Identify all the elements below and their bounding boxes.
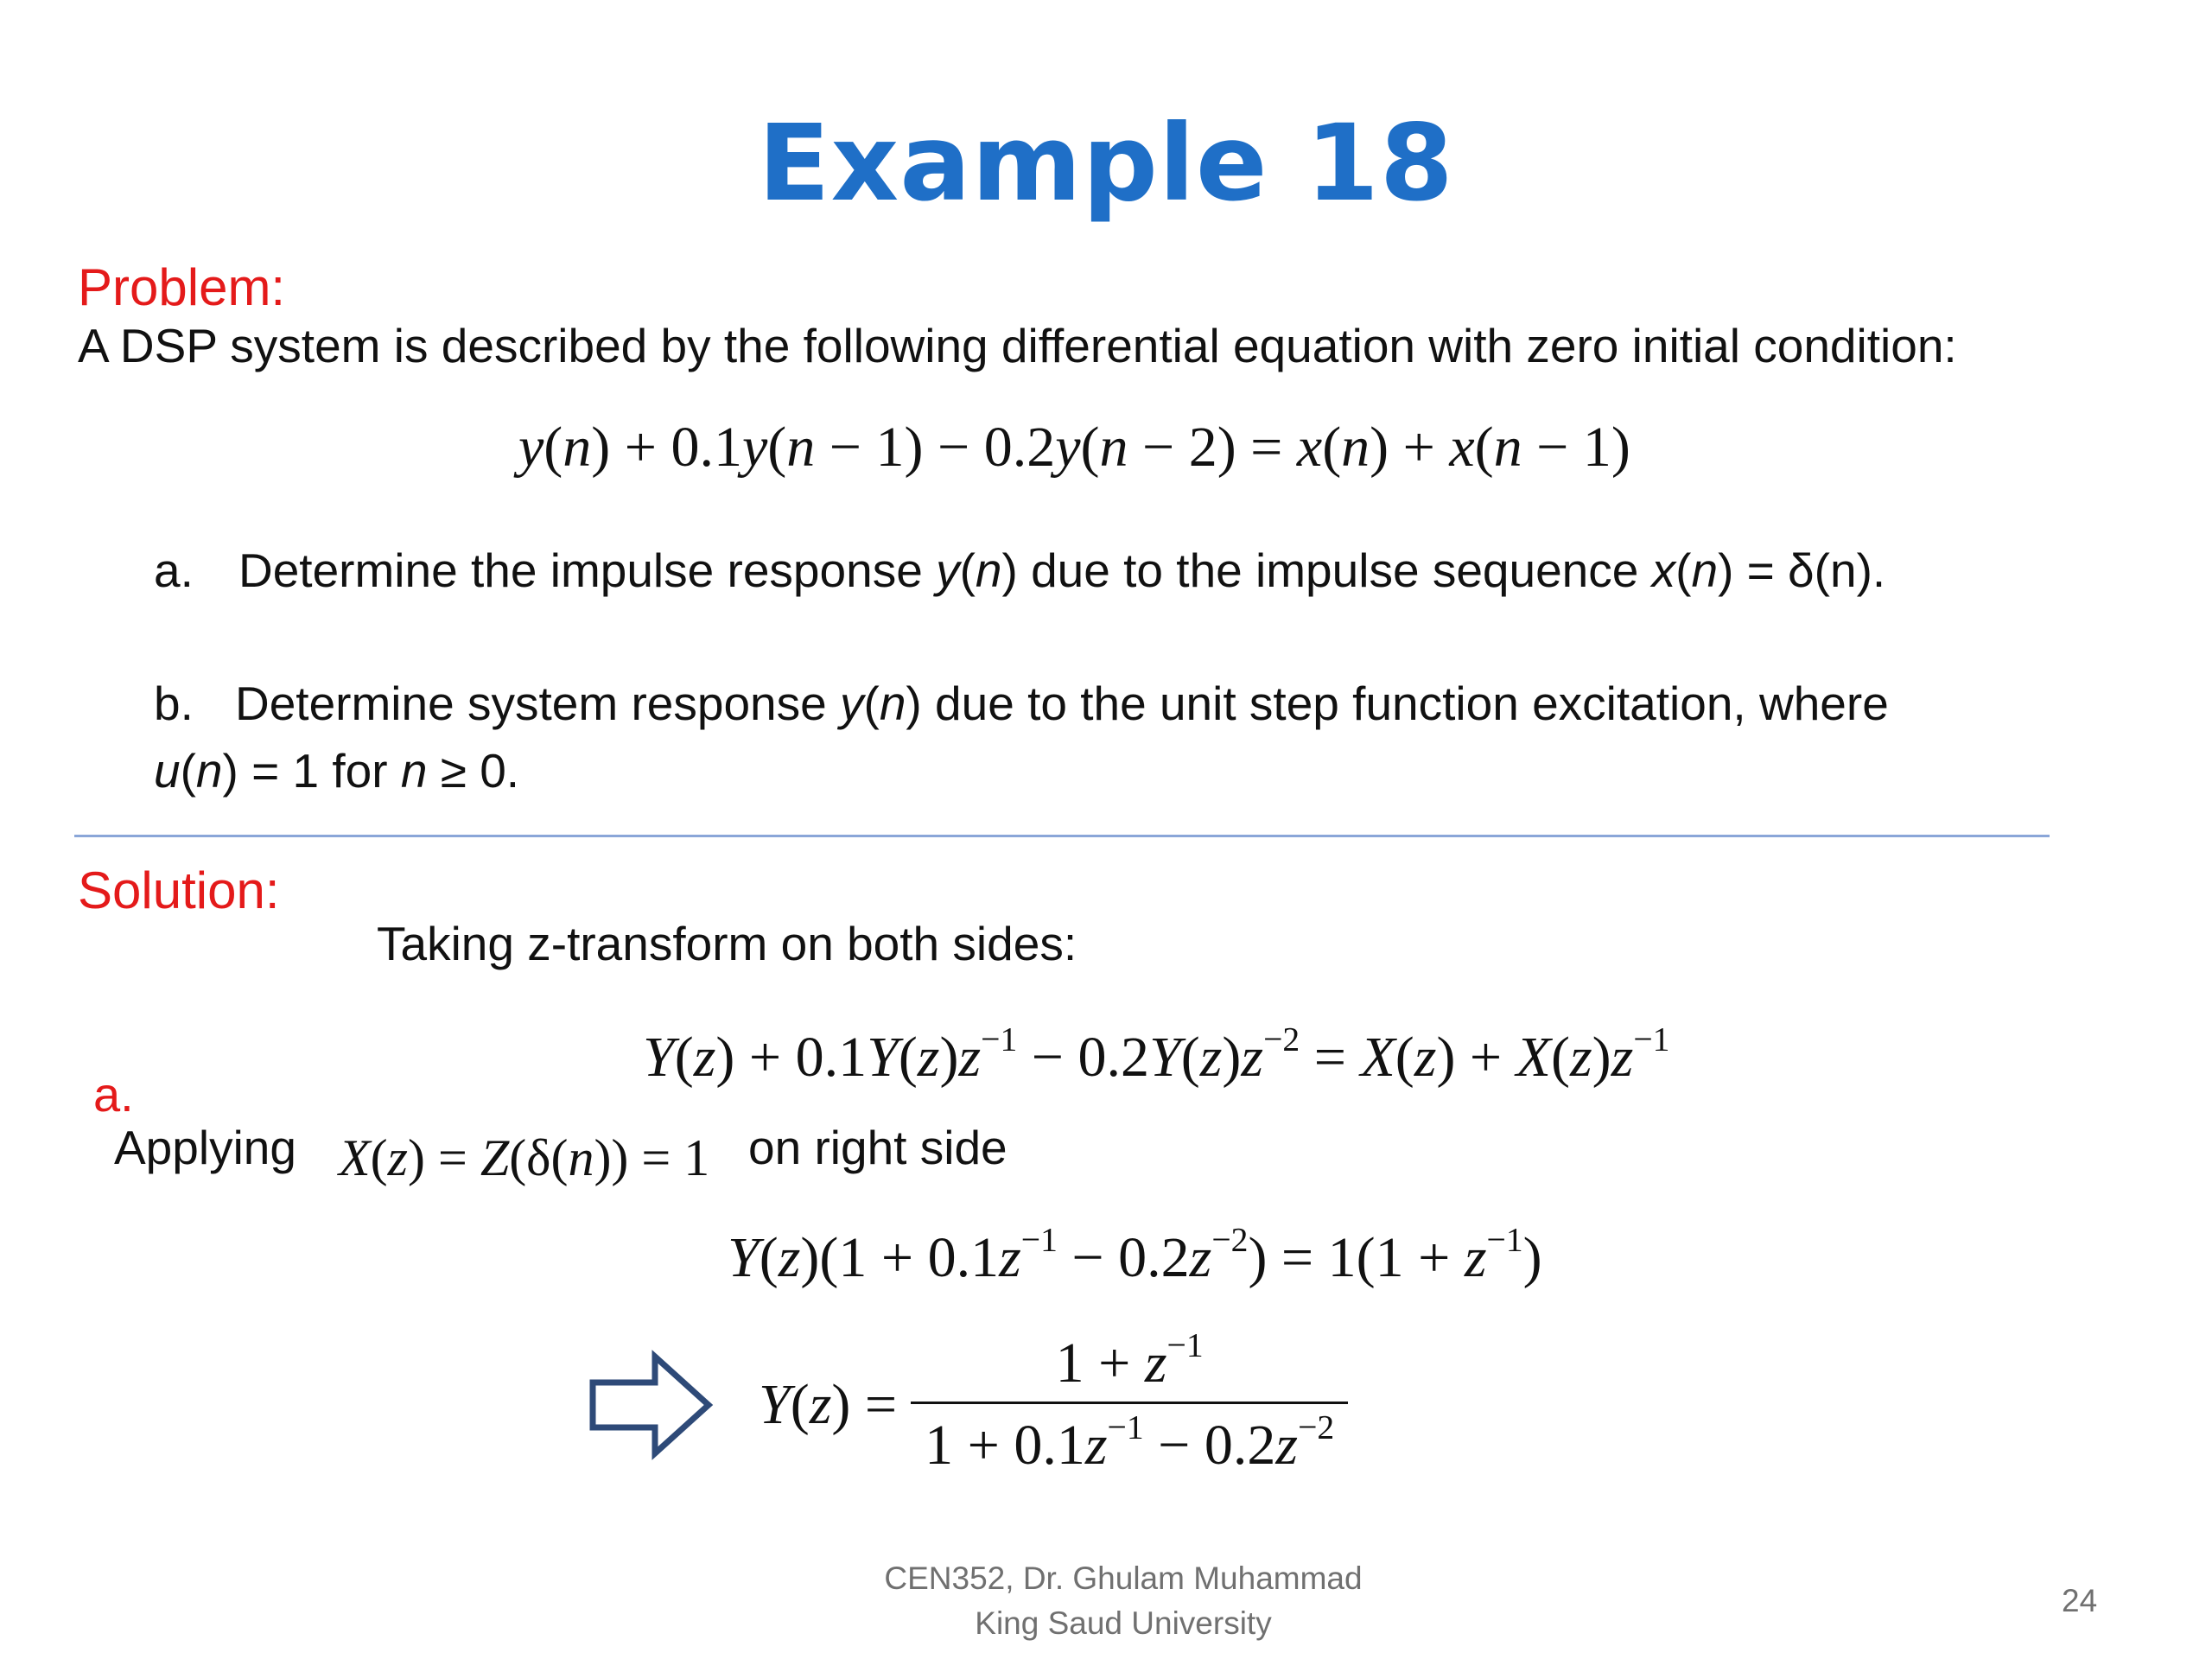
applying-label: Applying xyxy=(114,1121,296,1174)
applying-suffix: on right side xyxy=(748,1121,1007,1174)
page-number: 24 xyxy=(2062,1583,2098,1618)
transfer-function: Y(z) = $\frac{1 + z^{-1}}{1 + 0.1z^{-1} - 0.2z^{-2}}$ xyxy=(759,1331,1348,1478)
item-a-text: Determine the impulse response y(n) due to the impulse sequence x(n) = δ(n). xyxy=(238,543,1886,597)
part-a-label: a. xyxy=(93,1067,134,1122)
item-b-text: Determine system response y(n) due to the unit step function excitation, where xyxy=(235,677,1889,730)
section-divider xyxy=(74,835,2050,837)
footer-course: CEN352, Dr. Ghulam Muhammad xyxy=(884,1560,1363,1596)
item-b-text-line2: u(n) = 1 for n ≥ 0. xyxy=(154,744,520,798)
implies-arrow-icon xyxy=(588,1350,715,1460)
applying-equation: X(z) = Z(δ(n)) = 1 xyxy=(339,1129,710,1186)
difference-equation: y(n) + 0.1y(n − 1) − 0.2y(n − 2) = x(n) + x(n − 1) xyxy=(518,416,1630,479)
z-transform-equation: $Y(z) + 0.1Y(z)z^{-1} - 0.2Y(z)z^{-2} = X(z) + X(z)z^{-1}$ xyxy=(643,1020,1670,1089)
item-a-marker: a. xyxy=(154,543,194,597)
problem-text: A DSP system is described by the following differential equation with zero initial condition: xyxy=(78,319,1957,372)
item-b-marker: b. xyxy=(154,677,194,730)
solution-intro: Taking z-transform on both sides: xyxy=(377,917,1077,970)
problem-label: Problem: xyxy=(78,258,286,316)
slide-title: Example 18 xyxy=(758,102,1454,225)
factored-equation: $Y(z)(1 + 0.1z^{-1} - 0.2z^{-2}) = 1(1 + z^{-1})$ xyxy=(728,1220,1542,1289)
transfer-function-fraction: $\frac{1 + z^{-1}}{1 + 0.1z^{-1} - 0.2z^{-2}}$ xyxy=(911,1331,1348,1478)
footer-university: King Saud University xyxy=(975,1605,1272,1641)
solution-label: Solution: xyxy=(78,861,280,919)
